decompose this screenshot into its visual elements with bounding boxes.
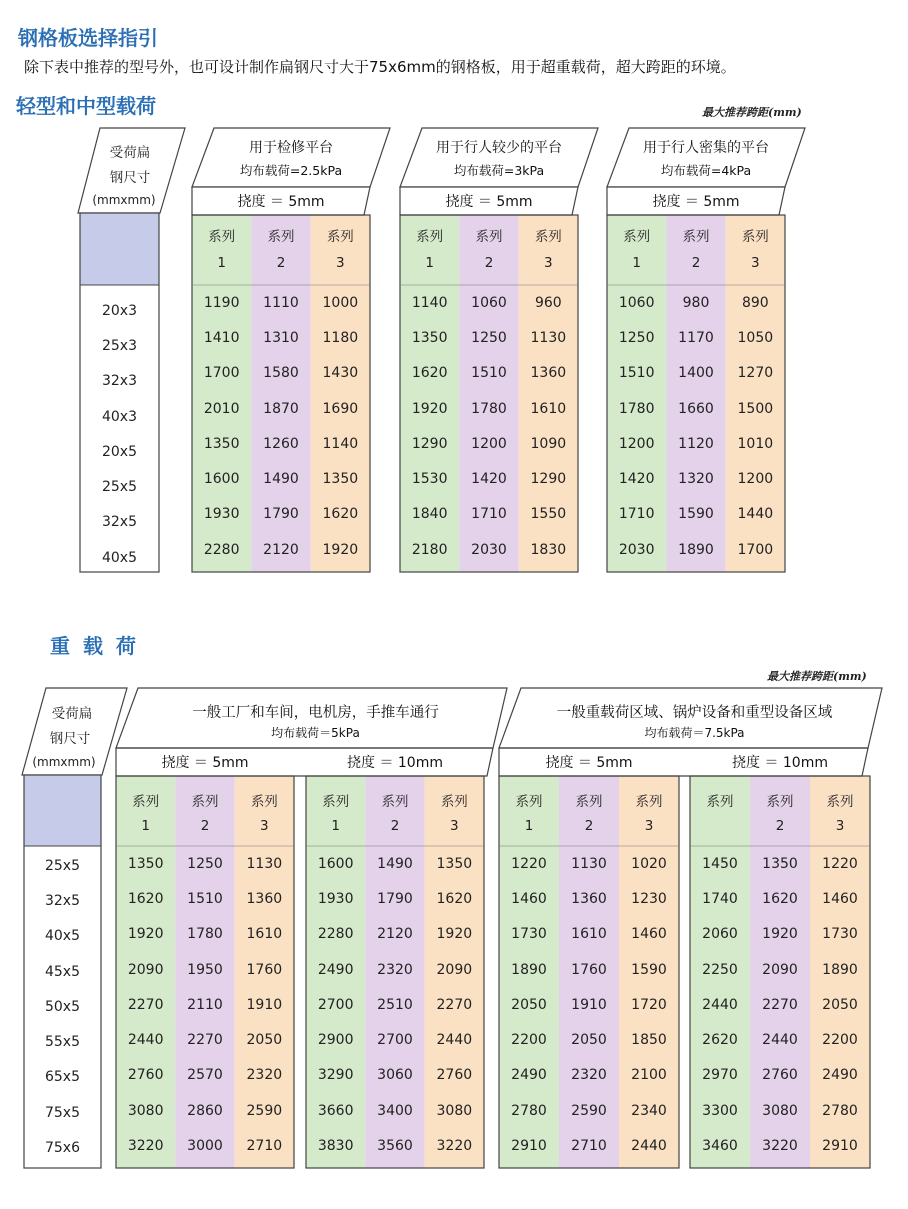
series-number-2: 2 [584,818,594,834]
value-cell: 1250 [618,329,655,346]
value-cell: 3830 [317,1138,354,1155]
value-cell: 1730 [511,926,547,943]
value-cell: 1730 [822,926,858,943]
value-cell: 1200 [737,471,774,488]
value-cell: 1220 [511,855,547,872]
value-cell: 2440 [436,1032,473,1049]
value-cell: 2760 [762,1067,798,1084]
value-cell: 1890 [511,961,547,978]
value-cell: 1760 [246,961,283,978]
value-cell: 1910 [571,996,607,1013]
value-cell: 2760 [436,1067,473,1084]
value-cell: 2200 [822,1032,858,1049]
value-cell: 1250 [187,855,223,872]
value-cell: 1400 [678,365,714,382]
series-label-3: 系列 [440,794,468,810]
deflection-label: 挠度 ＝ 5mm [161,755,249,771]
value-cell: 1600 [317,855,354,872]
series-number-1: 1 [217,255,226,271]
section-heading-heavy: 重 载 荷 [50,634,139,658]
series-label-2: 系列 [267,229,295,245]
value-cell: 1890 [822,961,858,978]
value-cell: 2280 [317,926,354,943]
value-cell: 1610 [530,400,567,417]
value-cell: 1580 [263,365,299,382]
value-cell: 3220 [127,1138,164,1155]
value-cell: 2570 [187,1067,223,1084]
series-number-3: 3 [644,818,654,834]
value-cell: 2090 [127,961,164,978]
row-header-line-1: 受荷扁 [51,706,93,722]
value-cell: 2090 [762,961,798,978]
deflection-label: 挠度 ＝ 5mm [237,194,325,210]
row-label: 65x5 [44,1069,80,1086]
value-cell: 2320 [246,1067,283,1084]
value-cell: 2090 [436,961,473,978]
series-label-3: 系列 [826,794,854,810]
value-cell: 1710 [471,506,507,523]
value-cell: 1720 [631,996,667,1013]
series-label-1: 系列 [706,794,734,810]
value-cell: 1440 [737,506,774,523]
value-cell: 1190 [203,294,240,311]
series-label-2: 系列 [682,229,710,245]
value-cell: 1350 [411,329,448,346]
value-cell: 3560 [377,1138,413,1155]
value-cell: 1260 [263,435,299,452]
value-cell: 2050 [822,996,858,1013]
row-label: 25x3 [101,337,137,354]
deflection-label: 挠度 ＝ 10mm [347,755,443,771]
value-cell: 2490 [511,1067,547,1084]
series-label-2: 系列 [381,794,409,810]
series-label-1: 系列 [322,794,350,810]
series-number-1: 1 [632,255,641,271]
value-cell: 2120 [377,926,413,943]
value-cell: 1230 [631,890,667,907]
value-cell: 1140 [322,435,359,452]
value-cell: 2340 [631,1102,667,1119]
row-label: 50x5 [44,998,80,1015]
max-span-label-heavy: 最大推荐跨距(mm) [767,670,867,683]
value-cell: 1010 [737,435,774,452]
value-cell: 3080 [436,1102,473,1119]
value-cell: 1060 [618,294,655,311]
series-label-3: 系列 [635,794,663,810]
value-cell: 1510 [471,365,507,382]
value-cell: 1000 [322,294,359,311]
value-cell: 1920 [762,926,798,943]
row-label: 32x5 [44,892,80,909]
value-cell: 1130 [530,329,567,346]
value-cell: 2030 [618,541,655,558]
value-cell: 2010 [203,400,240,417]
row-header-line-2: 钢尺寸 [49,731,91,747]
series-number-1: 1 [331,818,340,834]
value-cell: 3060 [377,1067,413,1084]
value-cell: 3080 [127,1102,164,1119]
value-cell: 1590 [678,506,714,523]
series-label-1: 系列 [515,794,543,810]
group-title: 用于行人密集的平台 [643,140,769,156]
value-cell: 980 [682,294,710,311]
value-cell: 1350 [203,435,240,452]
value-cell: 2780 [822,1102,858,1119]
value-cell: 2280 [203,541,240,558]
value-cell: 2700 [317,996,354,1013]
series-number-3: 3 [544,255,553,271]
value-cell: 1700 [203,365,240,382]
series-label-3: 系列 [326,229,354,245]
series-number-2: 2 [276,255,286,271]
group-title: 一般工厂和车间，电机房，手推车通行 [192,705,439,721]
row-label: 45x5 [44,963,80,980]
value-cell: 2510 [377,996,413,1013]
value-cell: 960 [534,294,562,311]
value-cell: 1130 [571,855,607,872]
value-cell: 1890 [678,541,714,558]
value-cell: 1830 [530,541,567,558]
series-number-1: 1 [524,818,534,834]
value-cell: 1060 [471,294,507,311]
value-cell: 1600 [203,471,240,488]
row-label: 40x5 [44,928,80,945]
row-label: 25x5 [44,857,80,874]
value-cell: 1850 [631,1032,667,1049]
value-cell: 2270 [187,1032,223,1049]
series-number-3: 3 [450,818,459,834]
value-cell: 1320 [678,471,714,488]
value-cell: 3460 [702,1138,738,1155]
value-cell: 1420 [471,471,507,488]
value-cell: 1700 [737,541,774,558]
value-cell: 1620 [436,890,473,907]
value-cell: 1220 [822,855,858,872]
value-cell: 2270 [127,996,164,1013]
value-cell: 3660 [317,1102,354,1119]
value-cell: 1460 [822,890,858,907]
value-cell: 1350 [436,855,473,872]
value-cell: 2200 [511,1032,547,1049]
row-label: 75x6 [44,1140,80,1157]
deflection-label: 挠度 ＝ 10mm [732,755,828,771]
value-cell: 1620 [127,890,164,907]
value-cell: 3400 [377,1102,413,1119]
value-cell: 1930 [203,506,240,523]
series-number-2: 2 [390,818,400,834]
value-cell: 1290 [411,435,448,452]
row-label: 25x5 [101,479,137,496]
value-cell: 2710 [246,1138,283,1155]
value-cell: 2270 [436,996,473,1013]
value-cell: 890 [741,294,769,311]
value-cell: 3220 [436,1138,473,1155]
value-cell: 2440 [127,1032,164,1049]
deflection-label: 挠度 ＝ 5mm [445,194,533,210]
row-header-fill [24,775,101,846]
value-cell: 2110 [187,996,223,1013]
value-cell: 2710 [571,1138,607,1155]
value-cell: 1290 [530,471,567,488]
value-cell: 1450 [702,855,738,872]
series-number-2: 2 [775,818,785,834]
value-cell: 1200 [471,435,507,452]
row-label: 40x3 [101,408,137,425]
value-cell: 1460 [511,890,547,907]
value-cell: 2620 [702,1032,738,1049]
value-cell: 1780 [187,926,223,943]
row-header-line-3: (mmxmm) [92,193,156,207]
value-cell: 1350 [127,855,164,872]
group-load: 均布载荷=3kPa [453,163,545,178]
value-cell: 2760 [127,1067,164,1084]
value-cell: 1920 [411,400,448,417]
value-cell: 1430 [322,365,359,382]
value-cell: 1950 [187,961,223,978]
row-label: 32x5 [101,514,137,531]
value-cell: 1780 [618,400,655,417]
value-cell: 1620 [322,506,359,523]
value-cell: 1050 [737,329,774,346]
value-cell: 1170 [678,329,714,346]
value-cell: 2910 [511,1138,547,1155]
value-cell: 1270 [737,365,774,382]
value-cell: 2440 [762,1032,798,1049]
value-cell: 3300 [702,1102,738,1119]
value-cell: 2030 [471,541,507,558]
row-label: 75x5 [44,1104,80,1121]
value-cell: 2320 [571,1067,607,1084]
value-cell: 1550 [530,506,567,523]
series-number-3: 3 [751,255,760,271]
value-cell: 1500 [737,400,774,417]
max-span-label-light: 最大推荐跨距(mm) [702,106,802,119]
value-cell: 2050 [571,1032,607,1049]
value-cell: 1620 [762,890,798,907]
row-header-line-1: 受荷扁 [109,145,151,161]
value-cell: 1360 [571,890,607,907]
value-cell: 1180 [322,329,359,346]
value-cell: 1510 [187,890,223,907]
value-cell: 1740 [702,890,738,907]
value-cell: 1760 [571,961,607,978]
value-cell: 1410 [203,329,240,346]
group-load: 均布载荷=4kPa [660,163,752,178]
row-label: 40x5 [101,549,137,566]
value-cell: 1530 [411,471,448,488]
series-number-1 [690,814,750,838]
row-label: 55x5 [44,1034,80,1051]
value-cell: 2910 [822,1138,858,1155]
value-cell: 1510 [618,365,655,382]
value-cell: 1490 [377,855,413,872]
series-label-3: 系列 [250,794,278,810]
series-number-2: 2 [691,255,701,271]
value-cell: 1350 [762,855,798,872]
value-cell: 1920 [436,926,473,943]
value-cell: 1610 [246,926,283,943]
series-label-1: 系列 [132,794,160,810]
series-number-3: 3 [835,818,845,834]
value-cell: 1120 [678,435,714,452]
series-number-3: 3 [260,818,269,834]
value-cell: 2900 [317,1032,354,1049]
value-cell: 1460 [631,926,667,943]
value-cell: 2050 [511,996,547,1013]
value-cell: 1490 [263,471,299,488]
value-cell: 1090 [530,435,567,452]
group-load: 均布载荷=2.5kPa [239,163,343,178]
row-label: 20x5 [101,443,137,460]
value-cell: 1140 [411,294,448,311]
value-cell: 1620 [411,365,448,382]
value-cell: 1310 [263,329,299,346]
series-number-3: 3 [336,255,345,271]
value-cell: 1910 [246,996,283,1013]
series-number-2: 2 [484,255,494,271]
series-label-2: 系列 [575,794,603,810]
deflection-label: 挠度 ＝ 5mm [545,755,633,771]
value-cell: 2270 [762,996,798,1013]
group-title: 用于检修平台 [249,140,333,156]
value-cell: 1360 [246,890,283,907]
series-label-1: 系列 [416,229,444,245]
value-cell: 1930 [317,890,354,907]
value-cell: 1360 [530,365,567,382]
value-cell: 3290 [317,1067,354,1084]
value-cell: 2440 [631,1138,667,1155]
intro-text: 除下表中推荐的型号外，也可设计制作扁钢尺寸大于75x6mm的钢格板，用于超重载荷，超大跨距的环境。 [24,58,736,76]
value-cell: 2120 [263,541,299,558]
value-cell: 2700 [377,1032,413,1049]
series-label-2: 系列 [766,794,794,810]
group-load: 均布载荷＝7.5kPa [644,726,745,740]
value-cell: 2970 [702,1067,738,1084]
value-cell: 2490 [822,1067,858,1084]
section-heading-light: 轻型和中型载荷 [16,94,156,118]
value-cell: 1110 [263,294,299,311]
series-number-2: 2 [200,818,210,834]
row-header-line-3: (mmxmm) [32,755,96,769]
value-cell: 3000 [187,1138,223,1155]
value-cell: 1130 [246,855,283,872]
value-cell: 1710 [618,506,655,523]
value-cell: 2490 [317,961,354,978]
row-label: 32x3 [101,373,137,390]
series-label-2: 系列 [475,229,503,245]
series-number-1: 1 [141,818,150,834]
value-cell: 3220 [762,1138,798,1155]
series-label-1: 系列 [208,229,236,245]
series-label-3: 系列 [534,229,562,245]
value-cell: 1790 [377,890,413,907]
value-cell: 1020 [631,855,667,872]
value-cell: 1840 [411,506,448,523]
value-cell: 2860 [187,1102,223,1119]
row-label: 20x3 [101,302,137,319]
series-label-1: 系列 [623,229,651,245]
value-cell: 1590 [631,961,667,978]
value-cell: 1780 [471,400,507,417]
value-cell: 1610 [571,926,607,943]
value-cell: 2320 [377,961,413,978]
series-number-1: 1 [425,255,434,271]
value-cell: 1870 [263,400,299,417]
value-cell: 2060 [702,926,738,943]
value-cell: 2780 [511,1102,547,1119]
value-cell: 2590 [246,1102,283,1119]
value-cell: 2100 [631,1067,667,1084]
row-header-line-2: 钢尺寸 [109,170,151,186]
value-cell: 2590 [571,1102,607,1119]
value-cell: 1690 [322,400,359,417]
group-title: 用于行人较少的平台 [436,140,562,156]
value-cell: 1920 [322,541,359,558]
value-cell: 2440 [702,996,738,1013]
group-load: 均布载荷＝5kPa [271,726,360,740]
value-cell: 1200 [618,435,655,452]
value-cell: 3080 [762,1102,798,1119]
value-cell: 2050 [246,1032,283,1049]
deflection-label: 挠度 ＝ 5mm [652,194,740,210]
value-cell: 1920 [127,926,164,943]
group-title: 一般重载荷区域、锅炉设备和重型设备区域 [556,705,833,721]
series-label-3: 系列 [741,229,769,245]
series-label-2: 系列 [191,794,219,810]
value-cell: 1660 [678,400,714,417]
value-cell: 1420 [618,471,655,488]
value-cell: 1250 [471,329,507,346]
value-cell: 1790 [263,506,299,523]
page-title: 钢格板选择指引 [18,26,158,50]
value-cell: 2180 [411,541,448,558]
value-cell: 1350 [322,471,359,488]
value-cell: 2250 [702,961,738,978]
